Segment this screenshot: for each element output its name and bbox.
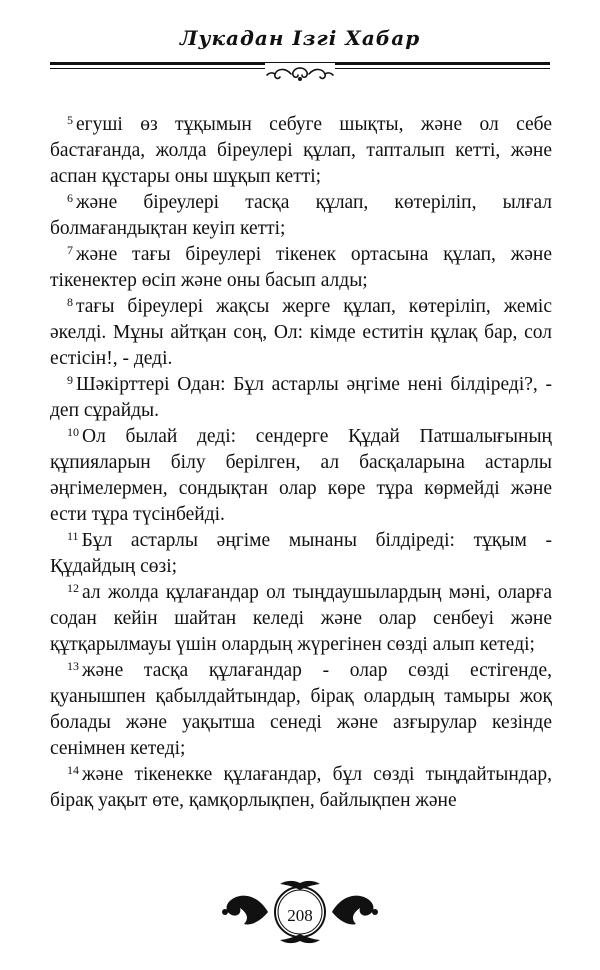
- verse-number: 6: [67, 191, 73, 205]
- verse-number: 9: [67, 373, 73, 387]
- verse: [50, 112, 552, 190]
- verse-text: және біреулері тасқа құлап, көтеріліп, ылғал болмағандықтан кеуіп кетті;: [50, 192, 552, 239]
- verse: [50, 190, 552, 242]
- verse-text: Ол былай деді: сендерге Құдай Патшалығының құпияларын білу берілген, ал басқаларына астарлы әңгімелермен, сондықтан олар көре тұра көрмейді және ести тұра түсінбейді.: [50, 426, 552, 525]
- verse: [50, 528, 552, 580]
- verse: [50, 658, 552, 762]
- verse: [50, 580, 552, 658]
- verse-text: және тағы біреулері тікенек ортасына құлап, және тікенектер өсіп және оны басып алды;: [50, 244, 552, 291]
- verse-text: егуші өз тұқымын себуге шықты, және ол себе бастағанда, жолда біреулері құлап, тапталып кетті, және аспан құстары оны шұқып кетті;: [50, 114, 552, 187]
- verse-number: 8: [67, 295, 73, 309]
- verse-text: ал жолда құлағандар ол тыңдаушылардың мәні, оларға содан кейін шайтан келеді және олар сенбеуі және құтқарылмауы үшін олардың жүрегінен сөзді алып кетеді;: [50, 582, 552, 655]
- verse-text: және тікенекке құлағандар, бұл сөзді тыңдайтындар, бірақ уақыт өте, қамқорлықпен, байлықпен және: [50, 764, 552, 811]
- verse-number: 14: [67, 763, 79, 777]
- page-number: 208: [287, 906, 313, 925]
- verse-number: 10: [67, 425, 79, 439]
- verse-number: 12: [67, 581, 79, 595]
- verse-number: 13: [67, 659, 79, 673]
- verse-number: 5: [67, 113, 73, 127]
- verse-number: 11: [67, 529, 79, 543]
- verse: [50, 762, 552, 814]
- verse-text: тағы біреулері жақсы жерге құлап, көтеріліп, жеміс әкелді. Мұны айтқан соң, Ол: кімде еститін құлақ бар, сол естісін!, - деді.: [50, 296, 552, 369]
- verse: [50, 424, 552, 528]
- verse: [50, 294, 552, 372]
- verse-text: Шәкірттері Одан: Бұл астарлы әңгіме нені білдіреді?, - деп сұрайды.: [50, 374, 552, 421]
- header-flourish-ornament: [265, 63, 335, 85]
- verse-text: Бұл астарлы әңгіме мынаны білдіреді: тұқым - Құдайдың сөзі;: [50, 530, 552, 577]
- verse-number: 7: [67, 243, 73, 257]
- verse-text: және тасқа құлағандар - олар сөзді естігенде, қуанышпен қабылдайтындар, бірақ олардың тамыры жоқ болады және уақытша сенеді және азғырулар кезінде сенімнен кетеді;: [50, 660, 552, 759]
- verse-text-block: [50, 112, 552, 814]
- verse: [50, 242, 552, 294]
- verse: [50, 372, 552, 424]
- running-header-title: Лукадан Ізгі Хабар: [179, 26, 421, 50]
